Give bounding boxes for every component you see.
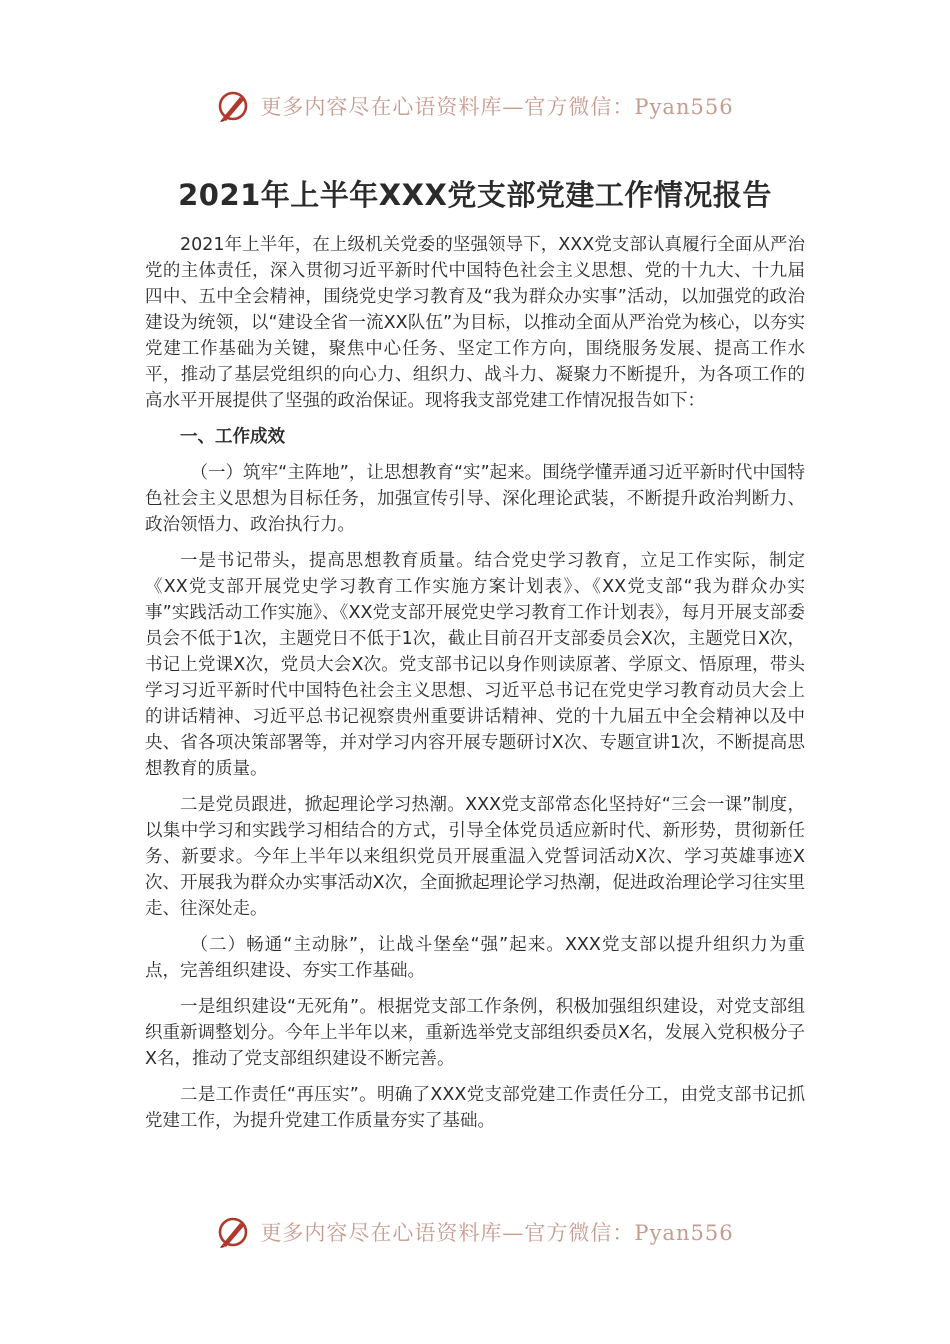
- pen-circle-logo-icon: [216, 89, 250, 123]
- body-paragraph: 二是工作责任“再压实”。明确了XXX党支部党建工作责任分工，由党支部书记抓党建工作，为提升党建工作质量夯实了基础。: [145, 1085, 805, 1131]
- body-paragraph: 一是组织建设“无死角”。根据党支部工作条例，积极加强组织建设，对党支部组织重新调整划分。今年上半年以来，重新选举党支部组织委员X名，发展入党积极分子X名，推动了党支部组织建设不断完善。: [145, 997, 805, 1069]
- body-paragraph: 二是党员跟进，掀起理论学习热潮。XXX党支部常态化坚持好“三会一课”制度，以集中学习和实践学习相结合的方式，引导全体党员适应新时代、新形势，贯彻新任务、新要求。今年上半年以来组织党员开展重温入党誓词活动X次、学习英雄事迹X次、开展我为群众办实事活动X次，全面掀起理论学习热潮，促进政治理论学习往实里走、往深处走。: [145, 795, 805, 919]
- subsection-paragraph: （一）筑牢“主阵地”，让思想教育“实”起来。围绕学懂弄通习近平新时代中国特色社会主义思想为目标任务，加强宣传引导、深化理论武装，不断提升政治判断力、政治领悟力、政治执行力。: [145, 463, 805, 535]
- document-body: [145, 232, 805, 1144]
- body-paragraph: 一是书记带头，提高思想教育质量。结合党史学习教育，立足工作实际，制定《XX党支部开展党史学习教育工作实施方案计划表》、《XX党支部“我为群众办实事”实践活动工作实施》、《XX党支部开展党史学习教育工作计划表》，每月开展支部委员会不低于1次，主题党日不低于1次，截止目前召开支部委员会X次，主题党日X次，书记上党课X次，党员大会X次。党支部书记以身作则读原著、学原文、悟原理，带头学习习近平新时代中国特色社会主义思想、习近平总书记在党史学习教育动员大会上的讲话精神、习近平总书记视察贵州重要讲话精神、党的十九届五中全会精神以及中央、省各项决策部署等，并对学习内容开展专题研讨X次、专题宣讲1次，不断提高思想教育的质量。: [145, 551, 805, 779]
- intro-paragraph: 2021年上半年，在上级机关党委的坚强领导下，XXX党支部认真履行全面从严治党的主体责任，深入贯彻习近平新时代中国特色社会主义思想、党的十九大、十九届四中、五中全会精神，围绕党史学习教育及“我为群众办实事”活动，以加强党的政治建设为统领，以“建设全省一流XX队伍”为目标，以推动全面从严治党为核心，以夯实党建工作基础为关键，聚焦中心任务、坚定工作方向，围绕服务发展、提高工作水平，推动了基层党组织的向心力、组织力、战斗力、凝聚力不断提升，为各项工作的高水平开展提供了坚强的政治保证。现将我支部党建工作情况报告如下：: [145, 235, 805, 411]
- header-banner: [0, 84, 950, 128]
- footer-banner: [0, 1210, 950, 1254]
- document-title: 2021年上半年XXX党支部党建工作情况报告: [178, 178, 772, 212]
- banner-text: 更多内容尽在心语资料库—官方微信：Pyan556: [260, 1221, 734, 1245]
- pen-circle-logo-icon: [216, 1215, 250, 1249]
- banner-text: 更多内容尽在心语资料库—官方微信：Pyan556: [260, 95, 734, 119]
- subsection-paragraph: （二）畅通“主动脉”，让战斗堡垒“强”起来。XXX党支部以提升组织力为重点，完善组织建设、夯实工作基础。: [145, 935, 805, 981]
- section-heading: 一、工作成效: [180, 427, 285, 447]
